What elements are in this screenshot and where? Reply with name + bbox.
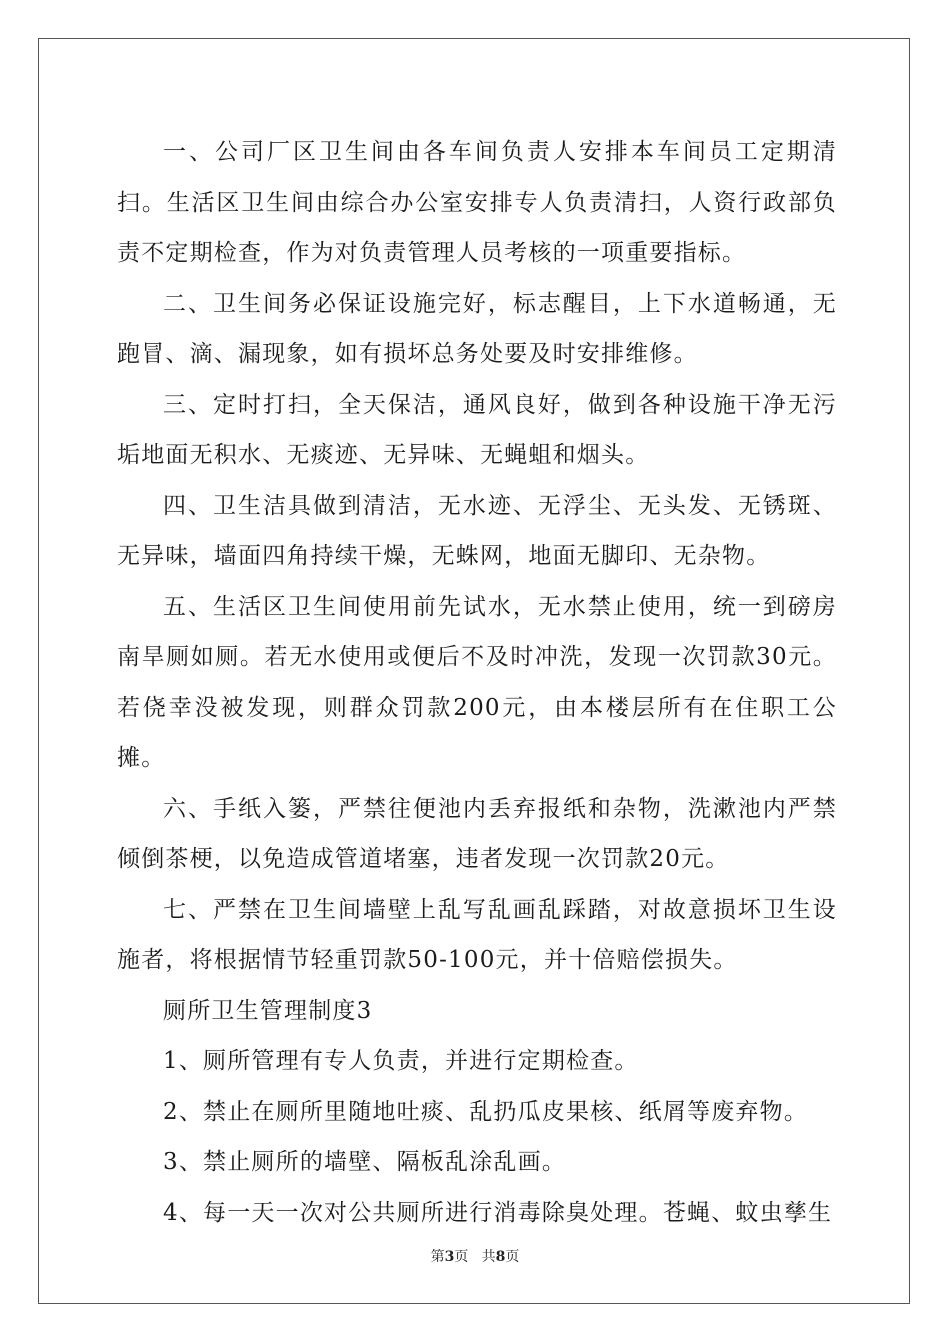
list-item-2: 2、禁止在厕所里随地吐痰、乱扔瓜皮果核、纸屑等废弃物。 — [163, 1098, 809, 1125]
paragraph-6: 六、手纸入篓，严禁往便池内丢弃报纸和杂物，洗漱池内严禁倾倒茶梗，以免造成管道堵塞，违者发现一次罚款20元。 — [117, 795, 837, 872]
paragraph-3: 三、定时打扫，全天保洁，通风良好，做到各种设施干净无污垢地面无积水、无痰迹、无异味、无蝇蛆和烟头。 — [117, 391, 837, 468]
page-number: 3 — [444, 1249, 455, 1265]
paragraph-7: 七、严禁在卫生间墙壁上乱写乱画乱踩踏，对故意损坏卫生设施者，将根据情节轻重罚款50-100元，并十倍赔偿损失。 — [117, 896, 837, 973]
total-suffix: 页 — [505, 1249, 520, 1265]
section-heading: 厕所卫生管理制度3 — [163, 997, 373, 1024]
paragraph-2: 二、卫生间务必保证设施完好，标志醒目，上下水道畅通，无跑冒、滴、漏现象，如有损坏总务处要及时安排维修。 — [117, 290, 837, 367]
list-item-3: 3、禁止厕所的墙壁、隔板乱涂乱画。 — [163, 1149, 567, 1175]
list-item-4: 4、每一天一次对公共厕所进行消毒除臭处理。苍蝇、蚊虫孳生 — [163, 1199, 833, 1226]
page-prefix: 第 — [430, 1249, 445, 1265]
page-suffix: 页 — [454, 1249, 469, 1265]
page-footer — [0, 1248, 950, 1266]
paragraph-4: 四、卫生洁具做到清洁，无水迹、无浮尘、无头发、无锈斑、无异味，墙面四角持续干燥，无蛛网，地面无脚印、无杂物。 — [117, 492, 837, 569]
total-pages: 8 — [495, 1249, 506, 1265]
paragraph-1: 一、公司厂区卫生间由各车间负责人安排本车间员工定期清扫。生活区卫生间由综合办公室安排专人负责清扫，人资行政部负责不定期检查，作为对负责管理人员考核的一项重要指标。 — [117, 139, 837, 266]
total-prefix: 共 — [481, 1249, 496, 1265]
document-body — [117, 127, 837, 1238]
paragraph-5: 五、生活区卫生间使用前先试水，无水禁止使用，统一到磅房南旱厕如厕。若无水使用或便后不及时冲洗，发现一次罚款30元。若侥幸没被发现，则群众罚款200元，由本楼层所有在住职工公摊。 — [117, 593, 837, 771]
list-item-1: 1、厕所管理有专人负责，并进行定期检查。 — [163, 1048, 639, 1074]
